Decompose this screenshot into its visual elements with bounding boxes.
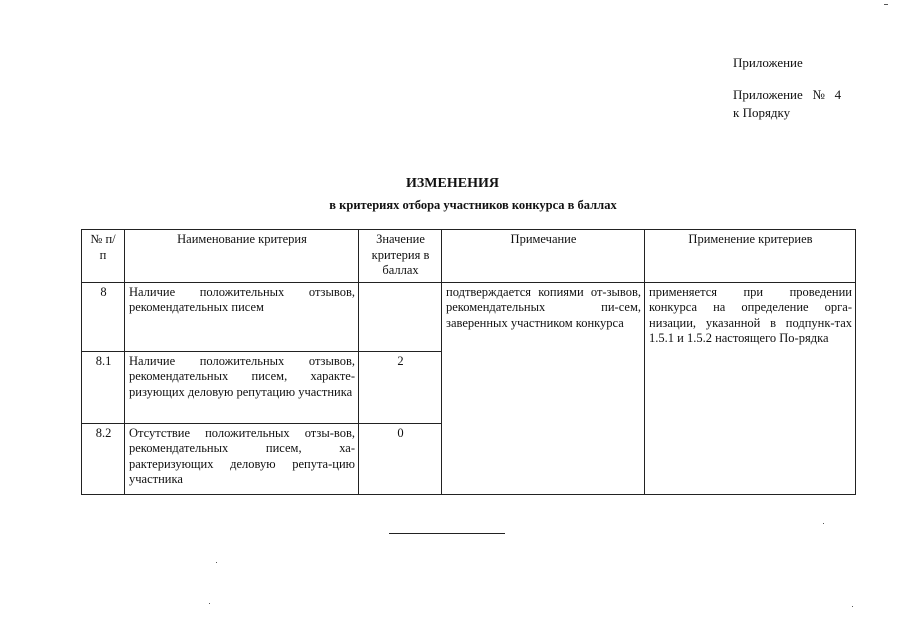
row-number: 8.2	[82, 423, 125, 494]
scan-speck	[852, 606, 853, 607]
document-subtitle: в критериях отбора участников конкурса в баллах	[329, 198, 617, 212]
row-number: 8	[82, 282, 125, 351]
appendix-order-reference: к Порядку	[733, 105, 791, 120]
criterion-score: 0	[359, 423, 442, 494]
note-cell: подтверждается копиями от-зывов, рекомендательных пи-сем, заверенных участником конкурса	[442, 282, 645, 494]
document-title: ИЗМЕНЕНИЯ	[406, 176, 499, 191]
criterion-name: Наличие положительных отзывов, рекомендательных писем	[125, 282, 359, 351]
scan-speck	[209, 603, 210, 604]
scan-speck	[823, 523, 824, 524]
scan-speck	[216, 562, 217, 563]
criterion-score	[359, 282, 442, 351]
header-number: № п/п	[82, 230, 125, 283]
header-criterion-name: Наименование критерия	[125, 230, 359, 283]
row-number: 8.1	[82, 351, 125, 423]
table-header-row	[82, 230, 856, 283]
appendix-label: Приложение	[733, 55, 803, 70]
criteria-table	[81, 229, 856, 495]
header-note: Примечание	[442, 230, 645, 283]
table-row	[82, 282, 856, 351]
header-application: Применение критериев	[645, 230, 856, 283]
criterion-name: Наличие положительных отзывов, рекомендательных писем, характе-ризующих деловую репутацию участника	[125, 351, 359, 423]
criterion-name: Отсутствие положительных отзы-вов, рекомендательных писем, ха-рактеризующих деловую репута-цию участника	[125, 423, 359, 494]
closing-rule	[389, 533, 505, 534]
header-criterion-score: Значение критерия в баллах	[359, 230, 442, 283]
appendix-reference: Приложение № 4	[733, 87, 842, 102]
scan-mark	[884, 4, 888, 5]
application-cell: применяется при проведении конкурса на определение орга-низации, указанной в подпунк-тах 1.5.1 и 1.5.2 настоящего По-рядка	[645, 282, 856, 494]
criterion-score: 2	[359, 351, 442, 423]
